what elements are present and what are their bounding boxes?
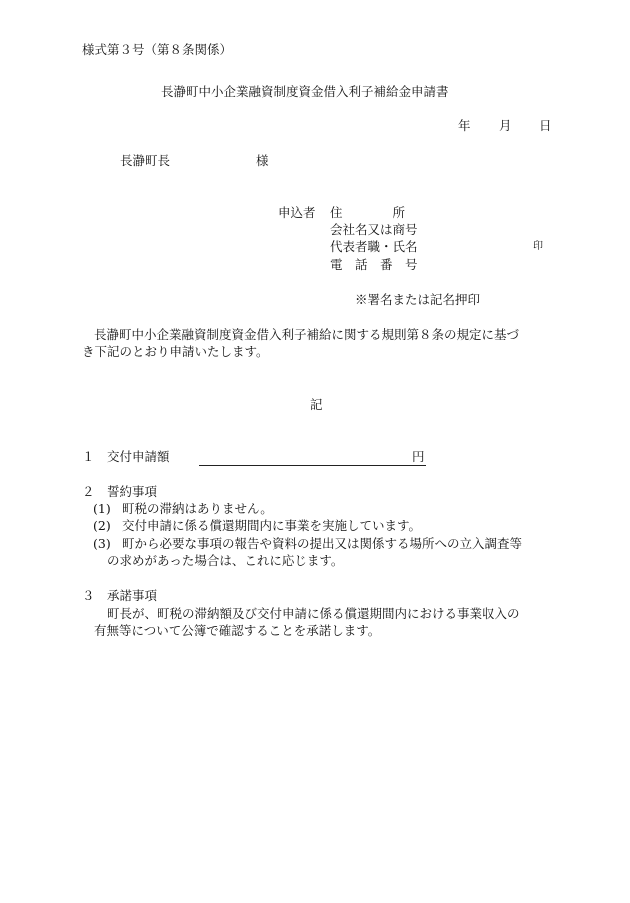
section2-title: 誓約事項 <box>107 484 158 499</box>
section1-number: １ <box>82 449 95 464</box>
section3-title: 承諾事項 <box>107 588 158 603</box>
section1-label: 交付申請額 <box>107 449 170 464</box>
representative-label: 代表者職・氏名 <box>330 239 418 254</box>
seal-mark: 印 <box>533 241 543 252</box>
date-year-label: 年 <box>458 118 471 133</box>
amount-underline <box>199 465 426 466</box>
pledge-item-1-number: (1) <box>93 501 111 516</box>
consent-line-1: 町長が、町税の滞納額及び交付申請に係る償還期間内における事業収入の <box>107 606 520 621</box>
intro-line-2: き下記のとおり申請いたします。 <box>82 344 269 359</box>
pledge-item-2-text: 交付申請に係る償還期間内に事業を実施しています。 <box>122 518 422 533</box>
intro-line-1: 長瀞町中小企業融資制度資金借入利子補給に関する規則第８条の規定に基づ <box>94 327 520 342</box>
company-label: 会社名又は商号 <box>330 222 418 237</box>
document-title: 長瀞町中小企業融資制度資金借入利子補給金申請書 <box>161 84 449 99</box>
ki-heading: 記 <box>310 397 323 412</box>
applicant-label: 申込者 <box>278 205 316 220</box>
form-label: 様式第３号（第８条関係） <box>82 42 233 57</box>
consent-line-2: 有無等について公簿で確認することを承諾します。 <box>94 623 381 638</box>
pledge-item-3-number: (3) <box>93 536 111 551</box>
phone-label: 電 話 番 号 <box>330 257 418 272</box>
pledge-item-3-text: 町から必要な事項の報告や資料の提出又は関係する場所への立入調査等 <box>122 536 523 551</box>
date-day-label: 日 <box>539 118 552 133</box>
pledge-item-3-continuation: の求めがあった場合は、これに応じます。 <box>107 553 344 568</box>
section3-number: ３ <box>82 588 95 603</box>
amount-unit: 円 <box>412 449 425 464</box>
signature-note: ※署名または記名押印 <box>355 292 481 307</box>
address-label: 住 所 <box>330 205 406 220</box>
addressee-name: 長瀞町長 <box>120 153 171 168</box>
pledge-item-1-text: 町税の滞納はありません。 <box>122 501 273 516</box>
date-month-label: 月 <box>499 118 512 133</box>
addressee-honorific: 様 <box>256 153 269 168</box>
pledge-item-2-number: (2) <box>93 518 111 533</box>
section2-number: ２ <box>82 484 95 499</box>
